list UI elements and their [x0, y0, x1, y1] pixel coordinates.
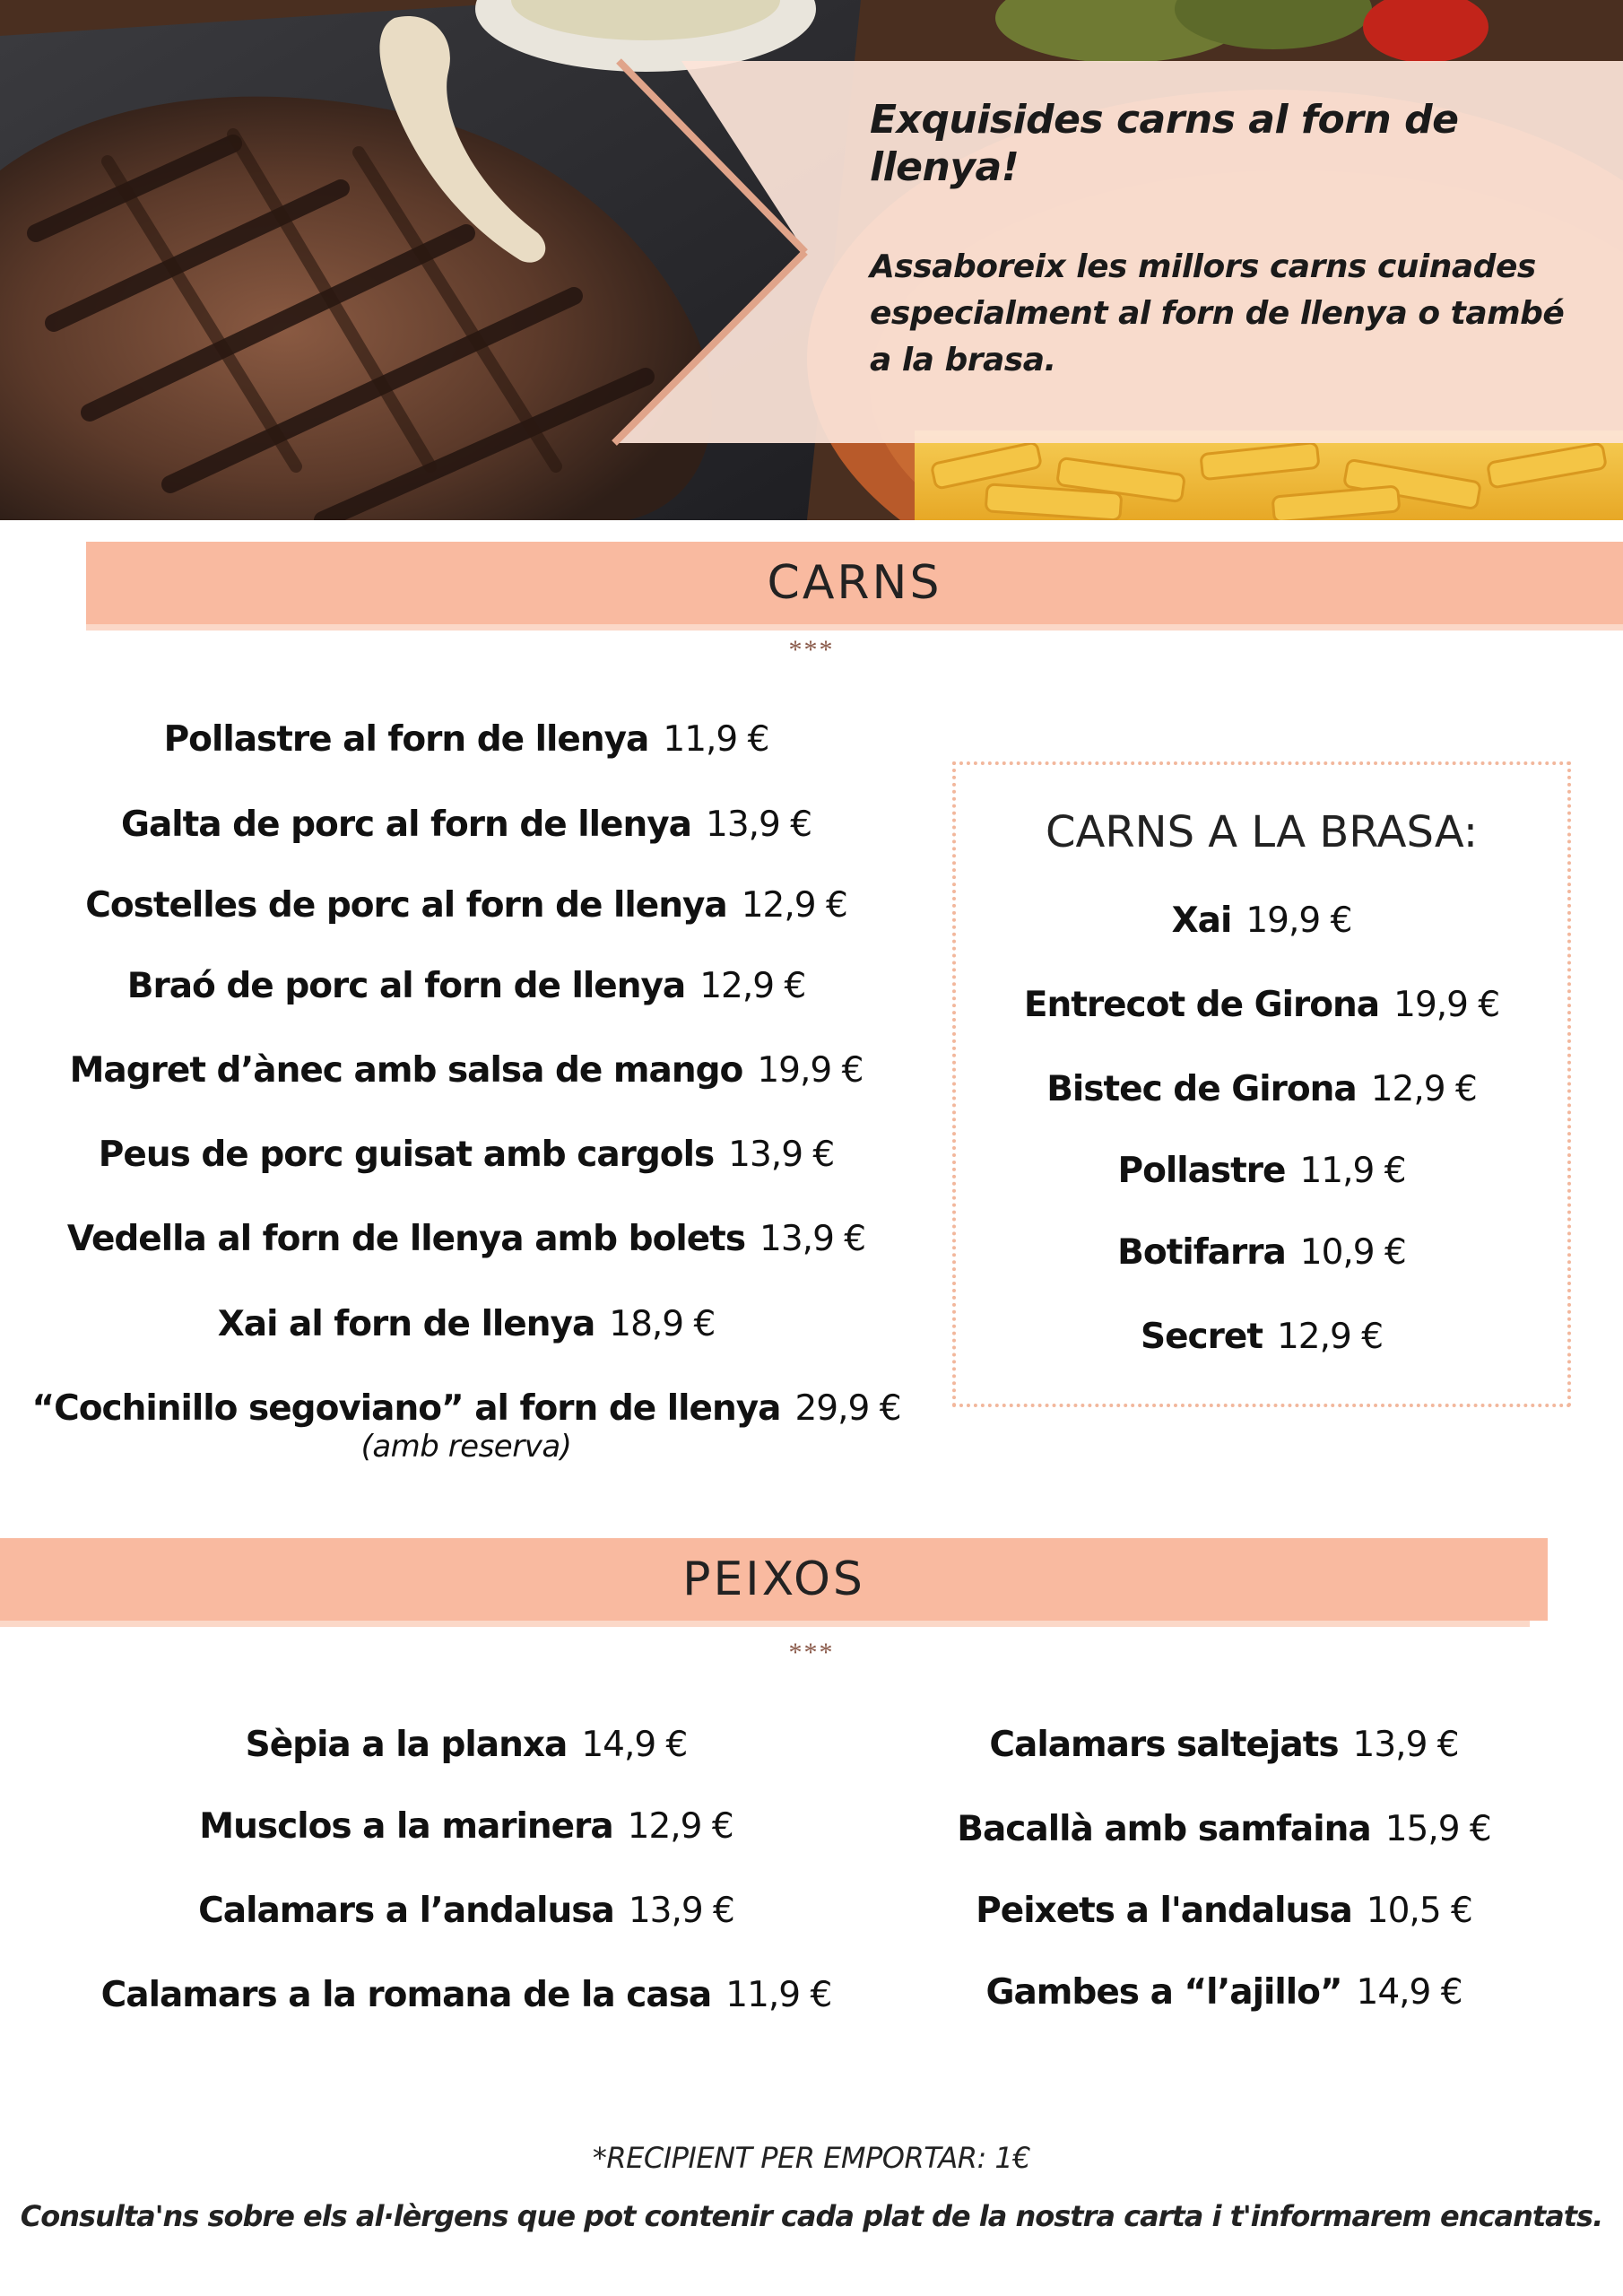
dish-price: 18,9 €	[609, 1304, 716, 1344]
dish-price: 12,9 €	[699, 966, 806, 1006]
dish-price: 29,9 €	[794, 1388, 901, 1429]
dish-name: Gambes a “l’ajillo”	[985, 1972, 1342, 2013]
dish-name: Magret d’ànec amb salsa de mango	[69, 1050, 743, 1091]
menu-item	[18, 804, 915, 847]
menu-item	[18, 1975, 915, 2017]
menu-item	[915, 1809, 1533, 1851]
menu-item	[18, 1050, 915, 1092]
dish-price: 15,9 €	[1384, 1809, 1491, 1849]
dish-price: 13,9 €	[628, 1891, 734, 1931]
menu-item	[18, 885, 915, 927]
promo-body: Assaboreix les millors carns cuinades especialment al forn de llenya o també a la brasa.	[870, 248, 1565, 378]
dish-name: Bacallà amb samfaina	[957, 1809, 1371, 1849]
dish-price: 14,9 €	[1356, 1972, 1462, 2013]
dish-price: 13,9 €	[706, 804, 812, 845]
dish-name: “Cochinillo segoviano” al forn de llenya	[31, 1388, 781, 1429]
dish-price: 10,9 €	[1299, 1232, 1406, 1273]
menu-item	[915, 1725, 1533, 1767]
promo-title: Exquisides carns al forn de llenya!	[870, 97, 1459, 190]
dish-price: 12,9 €	[627, 1806, 733, 1847]
dish-name: Braó de porc al forn de llenya	[126, 966, 686, 1006]
menu-item	[18, 1388, 915, 1465]
dish-name: Sèpia a la planxa	[245, 1725, 568, 1765]
dish-price: 11,9 €	[1299, 1151, 1406, 1191]
dish-name: Calamars a l’andalusa	[198, 1891, 614, 1931]
dish-name: Costelles de porc al forn de llenya	[85, 885, 727, 926]
menu-item	[18, 719, 915, 761]
promo-text	[870, 97, 1569, 384]
section-title-peixos: PEIXOS	[682, 1552, 865, 1606]
dish-name: Peus de porc guisat amb cargols	[98, 1135, 715, 1175]
takeaway-note: *RECIPIENT PER EMPORTAR: 1€	[592, 2141, 1031, 2175]
dish-price: 12,9 €	[741, 885, 847, 926]
brasa-title: CARNS A LA BRASA:	[1045, 807, 1479, 857]
menu-item	[952, 1232, 1571, 1274]
dish-price: 13,9 €	[759, 1219, 866, 1259]
dish-name: Pollastre	[1117, 1151, 1286, 1191]
section-separator: ***	[788, 1638, 835, 1667]
hero-banner	[0, 0, 1623, 520]
dish-price: 19,9 €	[1393, 985, 1500, 1025]
banner-underline	[0, 1621, 1530, 1627]
dish-name: Botifarra	[1117, 1232, 1286, 1273]
dish-name: Xai al forn de llenya	[217, 1304, 595, 1344]
allergens-note: Consulta'ns sobre els al·lèrgens que pot contenir cada plat de la nostra carta i t'informarem encantats.	[20, 2199, 1603, 2233]
menu-item	[18, 1891, 915, 1933]
menu-item	[952, 1151, 1571, 1193]
section-separator: ***	[788, 635, 835, 665]
dish-name: Musclos a la marinera	[199, 1806, 613, 1847]
dish-name: Xai	[1171, 900, 1232, 941]
dish-price: 14,9 €	[581, 1725, 688, 1765]
menu-item	[915, 1972, 1533, 2014]
dish-price: 19,9 €	[757, 1050, 864, 1091]
section-banner-peixos	[0, 1538, 1548, 1621]
dish-price: 19,9 €	[1245, 900, 1352, 941]
dish-name: Pollastre al forn de llenya	[163, 719, 649, 760]
menu-item	[18, 1806, 915, 1848]
menu-item	[952, 900, 1571, 943]
dish-name: Entrecot de Girona	[1023, 985, 1380, 1025]
dish-name: Bistec de Girona	[1046, 1069, 1357, 1109]
dish-name: Vedella al forn de llenya amb bolets	[66, 1219, 746, 1259]
dish-price: 10,5 €	[1366, 1891, 1472, 1931]
menu-item	[18, 1304, 915, 1346]
dish-price: 13,9 €	[728, 1135, 835, 1175]
menu-item	[18, 1135, 915, 1177]
section-banner-carns	[86, 542, 1623, 624]
dish-note: (amb reserva)	[360, 1428, 572, 1465]
dish-price: 12,9 €	[1370, 1069, 1477, 1109]
menu-item	[18, 1725, 915, 1767]
dish-price: 12,9 €	[1276, 1317, 1384, 1357]
menu-item	[18, 1219, 915, 1261]
dish-price: 11,9 €	[725, 1975, 832, 2015]
dish-price: 13,9 €	[1352, 1725, 1459, 1765]
banner-underline	[86, 624, 1623, 631]
menu-item	[952, 985, 1571, 1027]
menu-item	[952, 1317, 1571, 1359]
dish-name: Galta de porc al forn de llenya	[120, 804, 691, 845]
menu-item	[915, 1891, 1533, 1933]
section-title-carns: CARNS	[767, 556, 942, 610]
menu-item	[18, 966, 915, 1008]
dish-name: Peixets a l'andalusa	[976, 1891, 1352, 1931]
dish-name: Calamars a la romana de la casa	[100, 1975, 712, 2015]
dish-price: 11,9 €	[663, 719, 769, 760]
dish-name: Calamars saltejats	[989, 1725, 1339, 1765]
menu-item	[952, 1069, 1571, 1111]
dish-name: Secret	[1140, 1317, 1263, 1357]
